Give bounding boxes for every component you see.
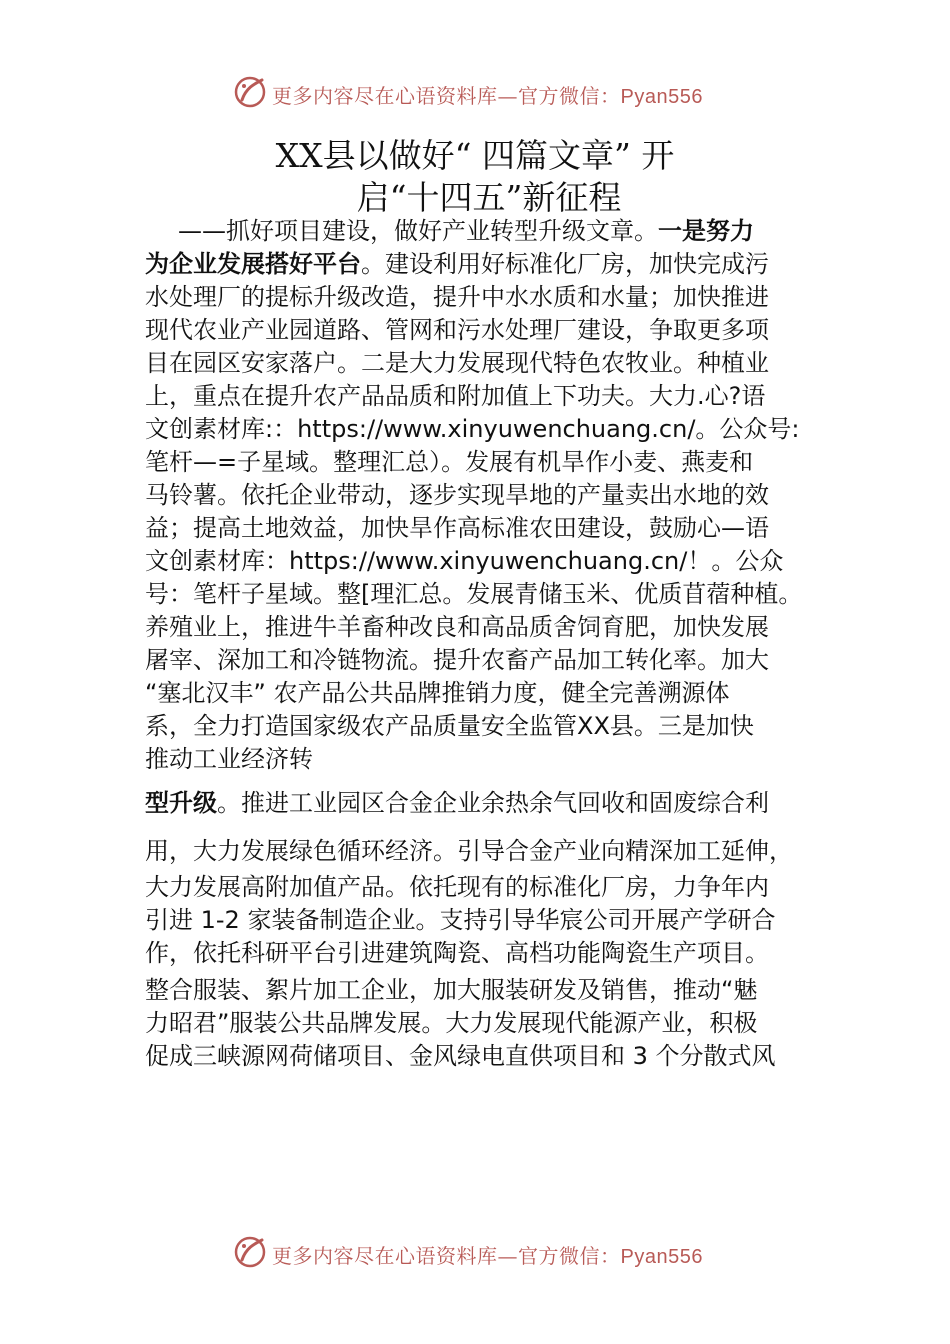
brand-logo-icon [232,74,268,110]
paragraph-line: 屠宰、深加工和冷链物流。提升农畜产品加工转化率。加大 [145,646,769,674]
paragraph-line: 系，全力打造国家级农产品质量安全监管XX县。三是加快 [145,712,754,740]
paragraph-line: 大力发展高附加值产品。依托现有的标准化厂房，力争年内 [145,873,769,901]
watermark-text: 更多内容尽在心语资料库—官方微信： [272,1244,621,1268]
paragraph-line: 马铃薯。依托企业带动，逐步实现旱地的产量卖出水地的效 [145,481,769,509]
paragraph-line: 目在园区安家落户。二是大力发展现代特色农牧业。种植业 [145,349,769,377]
bold-text-run: 一是努力 [658,217,754,245]
paragraph-line: “塞北汉丰” 农产品公共品牌推销力度，健全完善溯源体 [145,679,730,707]
paragraph-line: 整合服装、絮片加工企业，加大服装研发及销售，推动“魅 [145,976,758,1004]
paragraph-line [145,788,769,818]
brand-logo-icon [232,1234,268,1270]
watermark-wechat-id: Pyan556 [620,1246,703,1268]
bold-text-run: 型升级 [145,789,217,817]
paragraph-line: 引进 1-2 家装备制造企业。支持引导华宸公司开展产学研合 [145,906,776,934]
paragraph-line: 用，大力发展绿色循环经济。引导合金产业向精深加工延伸， [145,837,793,865]
paragraph-line: 养殖业上，推进牛羊畜种改良和高品质舍饲育肥，加快发展 [145,613,769,641]
paragraph-line: 水处理厂的提标升级改造，提升中水水质和水量；加快推进 [145,283,769,311]
text-run: 。推进工业园区合金企业余热余气回收和固废综合利 [217,789,769,817]
paragraph-line: 促成三峡源网荷储项目、金风绿电直供项目和 3 个分散式风 [145,1042,776,1070]
document-title-line-2: 启“十四五”新征程 [356,178,622,217]
text-run: ——抓好项目建设，做好产业转型升级文章。 [178,217,658,245]
paragraph-line: 文创素材库：https://www.xinyuwenchuang.cn/！。公众 [145,547,784,575]
paragraph-line: 现代农业产业园道路、管网和污水处理厂建设，争取更多项 [145,316,769,344]
document-title-line-1: XX县以做好“ 四篇文章” 开 [275,136,675,175]
paragraph-line: 文创素材库:：https://www.xinyuwenchuang.cn/。公众号: [145,415,800,443]
paragraph-line: 笔杆—=子星域。整理汇总）。发展有机旱作小麦、燕麦和 [145,448,754,476]
watermark-text: 更多内容尽在心语资料库—官方微信： [272,84,621,108]
text-run: 。建设利用好标准化厂房，加快完成污 [361,250,769,278]
watermark-wechat-id: Pyan556 [620,86,703,108]
footer-watermark [0,1234,950,1274]
paragraph-line: 益；提高土地效益，加快旱作高标准农田建设，鼓励心—语 [145,514,769,542]
paragraph-line: 上，重点在提升农产品品质和附加值上下功夫。大力.心?语 [145,382,766,410]
paragraph-line [145,249,769,279]
paragraph-line [178,216,754,246]
header-watermark [0,74,950,114]
paragraph-line: 力昭君”服装公共品牌发展。大力发展现代能源产业，积极 [145,1009,758,1037]
bold-text-run: 为企业发展搭好平台 [145,250,361,278]
paragraph-line: 作，依托科研平台引进建筑陶瓷、高档功能陶瓷生产项目。 [145,939,769,967]
paragraph-line: 号：笔杆子星域。整[理汇总。发展青储玉米、优质苜蓿种植。 [145,580,803,608]
paragraph-line: 推动工业经济转 [145,745,313,773]
